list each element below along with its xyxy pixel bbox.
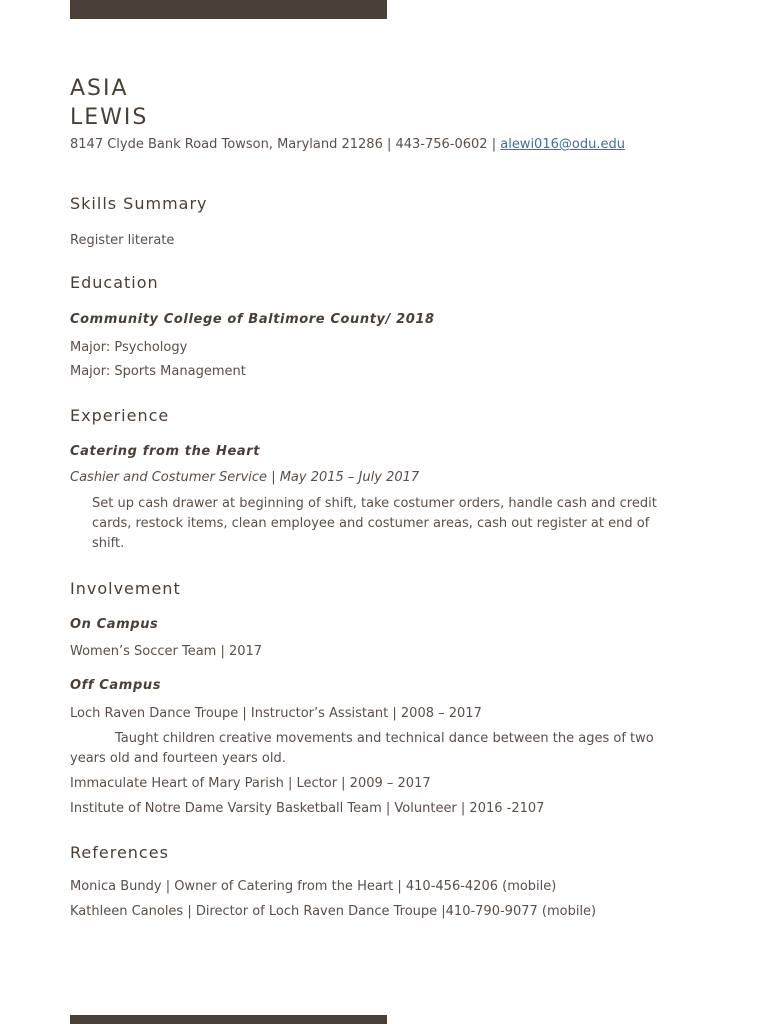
- contact-address-phone: 8147 Clyde Bank Road Towson, Maryland 21286 | 443-756-0602 |: [70, 137, 501, 152]
- resume-page: [70, 70, 700, 919]
- reference-item: Kathleen Canoles | Director of Loch Raven Dance Troupe |410-790-9077 (mobile): [70, 904, 597, 919]
- education-major: Major: Sports Management: [70, 364, 246, 379]
- off-campus-label: Off Campus: [70, 678, 162, 693]
- on-campus-item: Women’s Soccer Team | 2017: [70, 644, 263, 659]
- email-link[interactable]: alewi016@odu.edu: [500, 137, 625, 152]
- experience-role: Cashier and Costumer Service | May 2015 – July 2017: [70, 470, 420, 485]
- contact-line: [70, 136, 700, 154]
- education-heading: Education: [70, 273, 159, 292]
- last-name: LEWIS: [70, 105, 149, 130]
- off-campus-dance: Loch Raven Dance Troupe | Instructor’s Assistant | 2008 – 2017: [70, 706, 482, 721]
- reference-item: Monica Bundy | Owner of Catering from the Heart | 410-456-4206 (mobile): [70, 879, 557, 894]
- experience-description: Set up cash drawer at beginning of shift, take costumer orders, handle cash and credit cards, restock items, clean employee and costumer areas, cash out register at end of shift.: [92, 496, 657, 551]
- involvement-heading: Involvement: [70, 579, 181, 598]
- off-campus-dance-description: Taught children creative movements and technical dance between the ages of two years old and fourteen years old.: [70, 731, 654, 766]
- references-heading: References: [70, 843, 169, 862]
- education-school: Community College of Baltimore County/ 2018: [70, 312, 435, 327]
- first-name: ASIA: [70, 76, 129, 101]
- experience-employer: Catering from the Heart: [70, 444, 261, 459]
- bottom-decorative-bar: [70, 1015, 387, 1024]
- education-major: Major: Psychology: [70, 340, 188, 355]
- skills-heading: Skills Summary: [70, 194, 208, 213]
- experience-heading: Experience: [70, 406, 170, 425]
- on-campus-label: On Campus: [70, 617, 159, 632]
- off-campus-parish: Immaculate Heart of Mary Parish | Lector | 2009 – 2017: [70, 776, 431, 791]
- skill-item: Register literate: [70, 233, 175, 248]
- top-decorative-bar: [70, 0, 387, 19]
- off-campus-basketball: Institute of Notre Dame Varsity Basketball Team | Volunteer | 2016 -2107: [70, 801, 545, 816]
